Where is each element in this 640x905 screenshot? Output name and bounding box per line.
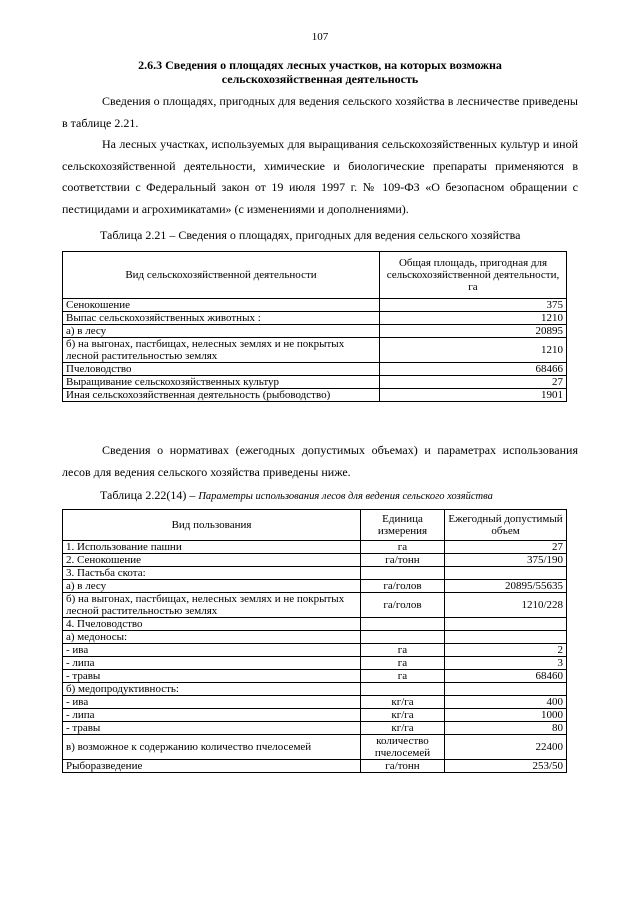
usage-name: 3. Пастьба скота:: [63, 567, 361, 580]
unit-value: га/тонн: [361, 554, 445, 567]
table-row: [63, 299, 567, 312]
unit-value: га/голов: [361, 593, 445, 618]
section-title-line-1: 2.6.3 Сведения о площадях лесных участков, на которых возможна: [138, 58, 502, 72]
activity-name: а) в лесу: [63, 325, 380, 338]
activity-name: Выпас сельскохозяйственных животных :: [63, 312, 380, 325]
table-row: [63, 376, 567, 389]
table-row: [63, 618, 567, 631]
usage-name: б) на выгонах, пастбищах, нелесных землях и не покрытых лесной растительностью землях: [63, 593, 361, 618]
table-row: [63, 593, 567, 618]
table-row: [63, 312, 567, 325]
header-unit: Единица измерения: [361, 510, 445, 541]
volume-value: 1210/228: [445, 593, 567, 618]
table-2-22: [62, 509, 567, 773]
table-row: [63, 696, 567, 709]
unit-value: [361, 631, 445, 644]
activity-name: б) на выгонах, пастбищах, нелесных землях и не покрытых лесной растительностью землях: [63, 338, 380, 363]
table-row: [63, 735, 567, 760]
page-number: 107: [311, 31, 329, 43]
unit-value: количество пчелосемей: [361, 735, 445, 760]
volume-value: [445, 567, 567, 580]
unit-value: кг/га: [361, 709, 445, 722]
table-row: [63, 709, 567, 722]
unit-value: га: [361, 657, 445, 670]
area-value: 1901: [380, 389, 567, 402]
table-row: [63, 567, 567, 580]
paragraph-intro: Сведения о площадях, пригодных для ведения сельского хозяйства в лесничестве приведены в таблице 2.21.: [62, 94, 578, 130]
section-title-line-2: сельскохозяйственная деятельность: [221, 72, 419, 86]
table-header-row: [63, 510, 567, 541]
table-row: [63, 541, 567, 554]
usage-name: в) возможное к содержанию количество пчелосемей: [63, 735, 361, 760]
usage-name: - ива: [63, 644, 361, 657]
volume-value: [445, 683, 567, 696]
area-value: 1210: [380, 338, 567, 363]
header-activity-type: Вид сельскохозяйственной деятельности: [63, 252, 380, 299]
table-row: [63, 657, 567, 670]
usage-name: 1. Использование пашни: [63, 541, 361, 554]
unit-value: га/тонн: [361, 760, 445, 773]
usage-name: а) медоносы:: [63, 631, 361, 644]
table-row: [63, 683, 567, 696]
usage-name: Рыборазведение: [63, 760, 361, 773]
activity-name: Иная сельскохозяйственная деятельность (рыбоводство): [63, 389, 380, 402]
volume-value: 375/190: [445, 554, 567, 567]
unit-value: кг/га: [361, 722, 445, 735]
usage-name: 2. Сенокошение: [63, 554, 361, 567]
activity-name: Выращивание сельскохозяйственных культур: [63, 376, 380, 389]
volume-value: 68460: [445, 670, 567, 683]
usage-name: - липа: [63, 657, 361, 670]
volume-value: 400: [445, 696, 567, 709]
header-total-area: Общая площадь, пригодная для сельскохозяйственной деятельности, га: [380, 252, 567, 299]
volume-value: 2: [445, 644, 567, 657]
table-row: [63, 670, 567, 683]
unit-value: [361, 683, 445, 696]
usage-name: 4. Пчеловодство: [63, 618, 361, 631]
unit-value: кг/га: [361, 696, 445, 709]
caption-italic: Параметры использования лесов для ведения сельского хозяйства: [198, 491, 493, 502]
volume-value: 80: [445, 722, 567, 735]
table-row: [63, 554, 567, 567]
volume-value: 3: [445, 657, 567, 670]
table-2-21: [62, 251, 567, 402]
table-row: [63, 580, 567, 593]
table-row: [63, 722, 567, 735]
unit-value: га: [361, 644, 445, 657]
header-annual-volume: Ежегодный допустимый объем: [445, 510, 567, 541]
usage-name: - травы: [63, 670, 361, 683]
usage-name: - травы: [63, 722, 361, 735]
area-value: 27: [380, 376, 567, 389]
usage-name: а) в лесу: [63, 580, 361, 593]
table-row: [63, 760, 567, 773]
activity-name: Пчеловодство: [63, 363, 380, 376]
paragraph-chemicals: На лесных участках, используемых для выращивания сельскохозяйственных культур и иной сельскохозяйственной деятельности, химические и биологические препараты применяются в соответствии с Федеральный закон от 19 июля 1997 г. № 109-ФЗ «О безопасном обращении с пестицидами и агрохимикатами» (с изменениями и дополнениями).: [62, 137, 578, 216]
section-title: [110, 58, 530, 86]
volume-value: [445, 618, 567, 631]
table-row: [63, 363, 567, 376]
table-2-21-caption: Таблица 2.21 – Сведения о площадях, пригодных для ведения сельского хозяйства: [100, 228, 521, 242]
table-row: [63, 631, 567, 644]
usage-name: б) медопродуктивность:: [63, 683, 361, 696]
table-row: [63, 644, 567, 657]
caption-prefix: Таблица 2.22(14) –: [100, 488, 199, 502]
table-row: [63, 325, 567, 338]
table-row: [63, 389, 567, 402]
activity-name: Сенокошение: [63, 299, 380, 312]
paragraph-norms: Сведения о нормативах (ежегодных допустимых объемах) и параметрах использования лесов для ведения сельского хозяйства приведены ниже.: [62, 443, 578, 479]
area-value: 375: [380, 299, 567, 312]
area-value: 1210: [380, 312, 567, 325]
header-usage-type: Вид пользования: [63, 510, 361, 541]
usage-name: - ива: [63, 696, 361, 709]
unit-value: га/голов: [361, 580, 445, 593]
area-value: 20895: [380, 325, 567, 338]
area-value: 68466: [380, 363, 567, 376]
volume-value: [445, 631, 567, 644]
unit-value: га: [361, 670, 445, 683]
unit-value: [361, 567, 445, 580]
unit-value: [361, 618, 445, 631]
table-header-row: [63, 252, 567, 299]
volume-value: 253/50: [445, 760, 567, 773]
usage-name: - липа: [63, 709, 361, 722]
unit-value: га: [361, 541, 445, 554]
volume-value: 1000: [445, 709, 567, 722]
volume-value: 22400: [445, 735, 567, 760]
volume-value: 27: [445, 541, 567, 554]
table-row: [63, 338, 567, 363]
table-2-22-caption: [100, 488, 493, 504]
volume-value: 20895/55635: [445, 580, 567, 593]
